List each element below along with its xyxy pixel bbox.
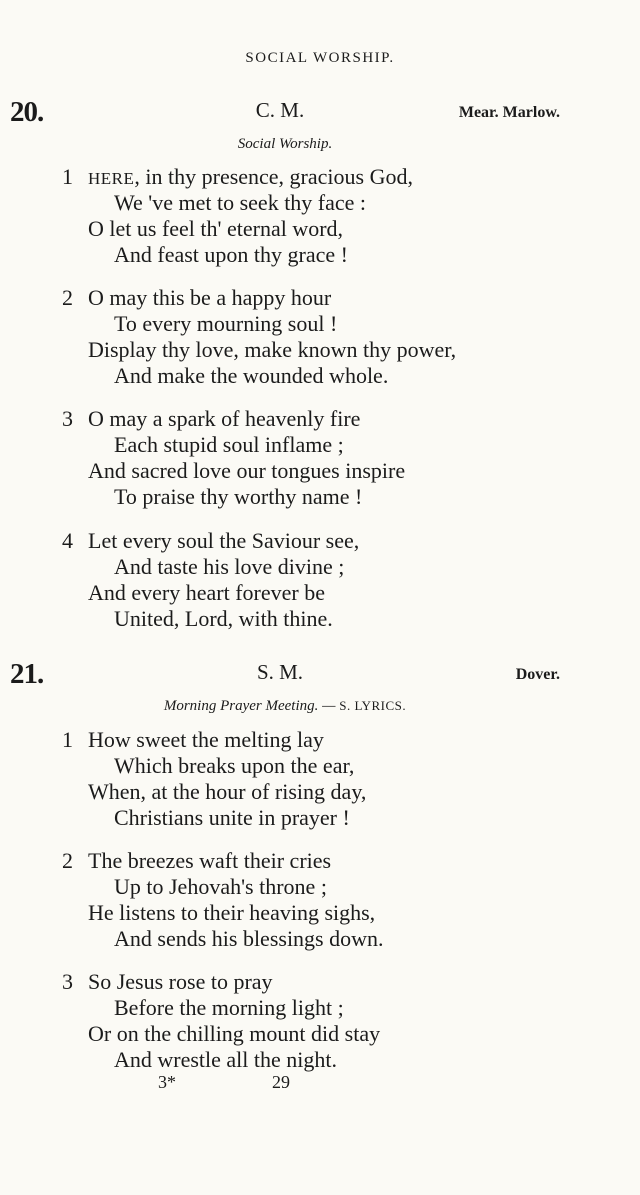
verse-line: Let every soul the Saviour see, — [88, 528, 360, 553]
verse-line: Christians unite in prayer ! — [114, 805, 350, 830]
verse-line: We 've met to seek thy face : — [114, 190, 367, 215]
hymn-meter: C. M. — [255, 98, 305, 122]
verse-line: Before the morning light ; — [114, 995, 344, 1020]
running-head: SOCIAL WORSHIP. — [245, 50, 395, 66]
verse-line: So Jesus rose to pray — [88, 969, 273, 994]
verse-line: Or on the chilling mount did stay — [88, 1021, 381, 1046]
verse-line: And make the wounded whole. — [114, 363, 389, 388]
signature-mark: 3* — [158, 1072, 176, 1092]
verse-line: O let us feel th' eternal word, — [88, 216, 344, 241]
stanza-number: 1 — [62, 164, 73, 189]
stanza-number: 2 — [62, 848, 73, 873]
verse-line: And sends his blessings down. — [114, 926, 384, 951]
hymn-subtitle: Morning Prayer Meeting. — S. LYRICS. — [163, 698, 407, 714]
hymn-subtitle: Social Worship. — [237, 136, 333, 152]
stanza-number: 4 — [62, 528, 73, 553]
verse-line: Which breaks upon the ear, — [114, 753, 355, 778]
subtitle-author: S. LYRICS. — [339, 698, 407, 713]
verse-line: To praise thy worthy name ! — [114, 484, 363, 509]
verse-line: He listens to their heaving sighs, — [88, 900, 376, 925]
verse-line: O may this be a happy hour — [88, 285, 332, 310]
verse-line: And sacred love our tongues inspire — [88, 458, 406, 483]
hymn-number: 21. — [10, 658, 44, 690]
verse-line: O may a spark of heavenly fire — [88, 406, 361, 431]
verse-line: Display thy love, make known thy power, — [88, 337, 457, 362]
verse-line: And taste his love divine ; — [114, 554, 345, 579]
verse-line: United, Lord, with thine. — [114, 606, 333, 631]
stanza-number: 3 — [62, 969, 73, 994]
tune-name: Dover. — [515, 666, 560, 683]
verse-line: And wrestle all the night. — [114, 1047, 338, 1072]
hymn-meter: S. M. — [256, 660, 304, 684]
page-number: 29 — [272, 1072, 290, 1092]
verse-line: And feast upon thy grace ! — [114, 242, 348, 267]
verse-line: When, at the hour of rising day, — [88, 779, 367, 804]
verse-line: The breezes waft their cries — [88, 848, 332, 873]
hymn-number: 20. — [10, 96, 44, 128]
verse-line: And every heart forever be — [88, 580, 325, 605]
verse-line: To every mourning soul ! — [114, 311, 338, 336]
verse-line: How sweet the melting lay — [88, 727, 324, 752]
verse-line: Each stupid soul inflame ; — [114, 432, 344, 457]
tune-name: Mear. Marlow. — [458, 104, 560, 121]
stanza-number: 2 — [62, 285, 73, 310]
stanza-number: 3 — [62, 406, 73, 431]
drop-word: HERE — [88, 169, 135, 188]
verse-line: HERE, in thy presence, gracious God, — [88, 164, 413, 189]
stanza-number: 1 — [62, 727, 73, 752]
verse-line: Up to Jehovah's throne ; — [114, 874, 327, 899]
